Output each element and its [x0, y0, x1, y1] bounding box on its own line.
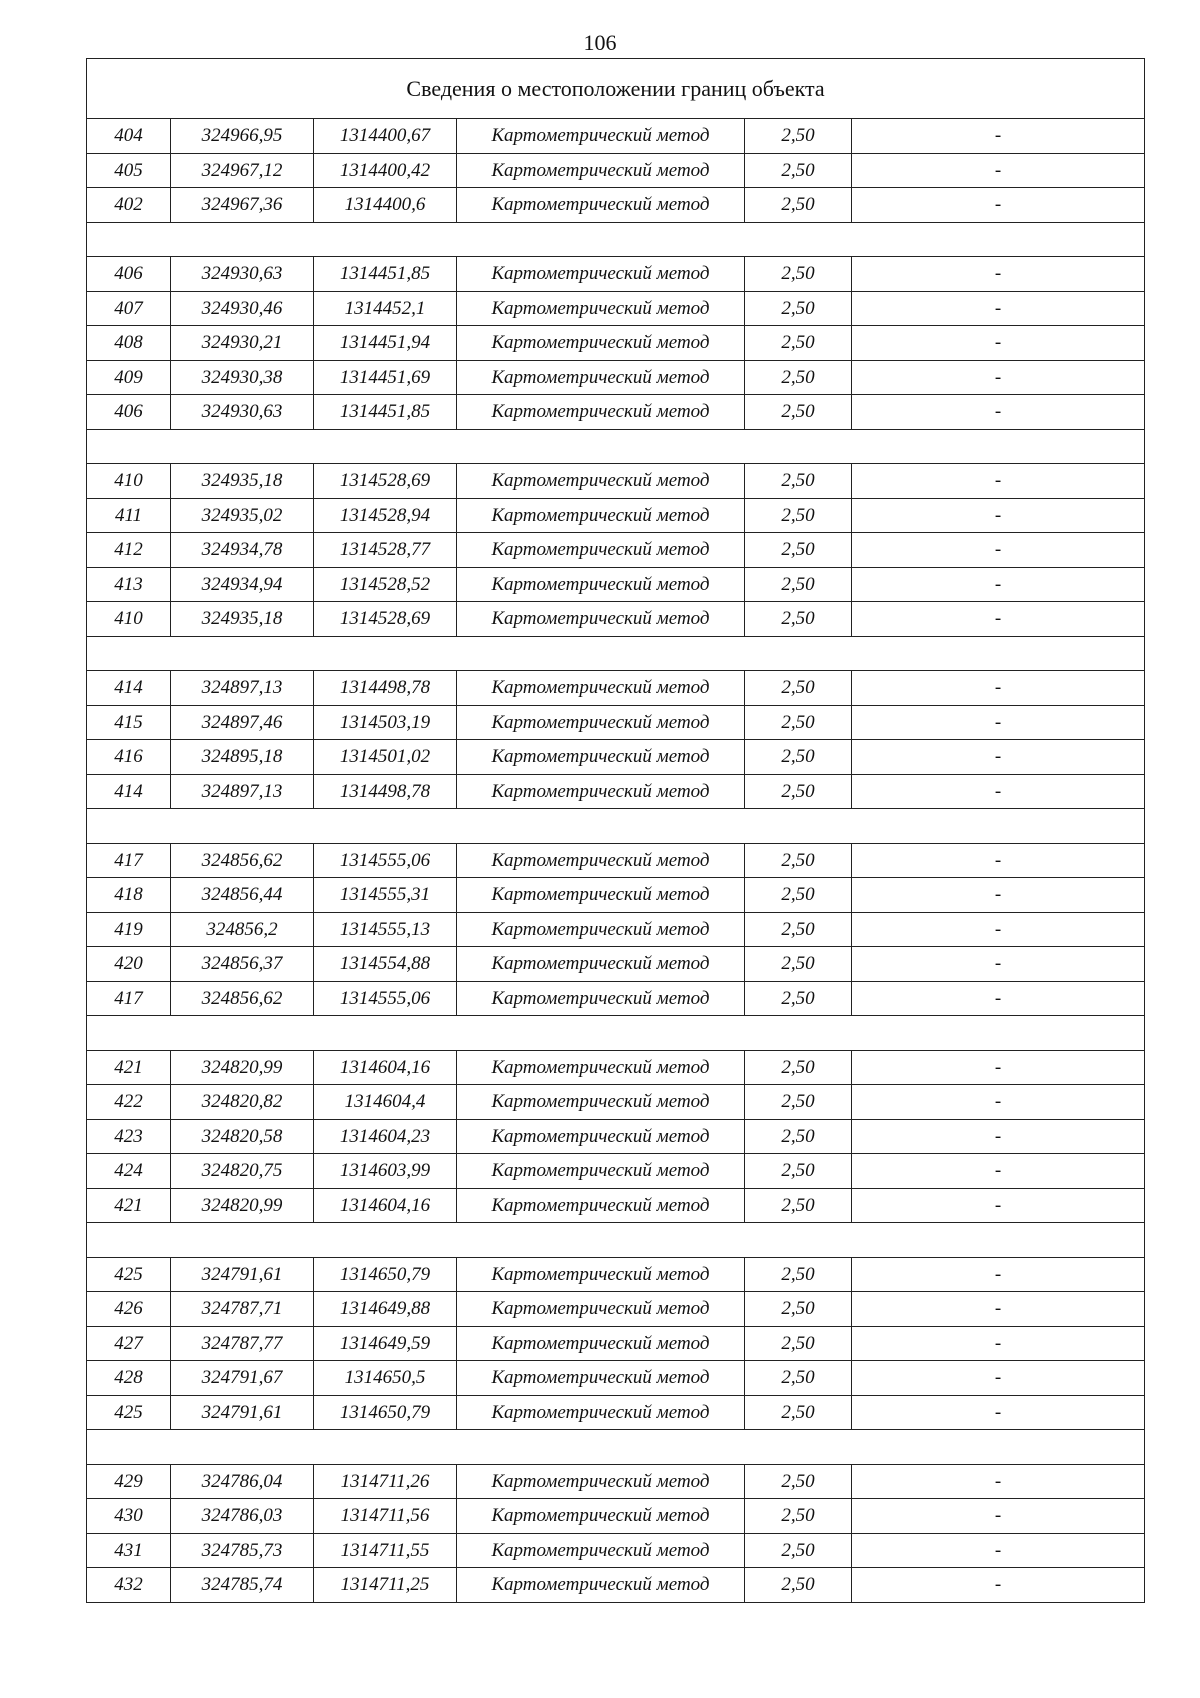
- description-cell: -: [852, 878, 1145, 913]
- point-number-cell: 426: [87, 1292, 171, 1327]
- description-cell: -: [852, 947, 1145, 982]
- method-cell: Картометрический метод: [457, 360, 745, 395]
- description-cell: -: [852, 912, 1145, 947]
- x-coordinate-cell: 324786,03: [171, 1499, 314, 1534]
- table-row: [87, 153, 1145, 188]
- accuracy-cell: 2,50: [745, 1188, 852, 1223]
- x-coordinate-cell: 324791,61: [171, 1395, 314, 1430]
- accuracy-cell: 2,50: [745, 1154, 852, 1189]
- y-coordinate-cell: 1314451,94: [314, 326, 457, 361]
- group-separator-row: [87, 1430, 1145, 1465]
- point-number-cell: 418: [87, 878, 171, 913]
- accuracy-cell: 2,50: [745, 119, 852, 154]
- table-row: [87, 1154, 1145, 1189]
- page-number: 106: [583, 30, 617, 55]
- point-number-cell: 432: [87, 1568, 171, 1603]
- description-cell: -: [852, 119, 1145, 154]
- point-number-cell: 415: [87, 705, 171, 740]
- accuracy-cell: 2,50: [745, 1257, 852, 1292]
- method-cell: Картометрический метод: [457, 878, 745, 913]
- point-number-cell: 412: [87, 533, 171, 568]
- table-row: [87, 291, 1145, 326]
- point-number-cell: 424: [87, 1154, 171, 1189]
- point-number-cell: 428: [87, 1361, 171, 1396]
- group-separator-cell: [87, 1016, 1145, 1051]
- table-row: [87, 1119, 1145, 1154]
- y-coordinate-cell: 1314498,78: [314, 671, 457, 706]
- table-row: [87, 843, 1145, 878]
- accuracy-cell: 2,50: [745, 602, 852, 637]
- point-number-cell: 429: [87, 1464, 171, 1499]
- point-number-cell: 408: [87, 326, 171, 361]
- x-coordinate-cell: 324820,75: [171, 1154, 314, 1189]
- y-coordinate-cell: 1314711,56: [314, 1499, 457, 1534]
- description-cell: -: [852, 464, 1145, 499]
- method-cell: Картометрический метод: [457, 291, 745, 326]
- table-row: [87, 705, 1145, 740]
- method-cell: Картометрический метод: [457, 1119, 745, 1154]
- method-cell: Картометрический метод: [457, 774, 745, 809]
- accuracy-cell: 2,50: [745, 464, 852, 499]
- description-cell: -: [852, 774, 1145, 809]
- x-coordinate-cell: 324935,02: [171, 498, 314, 533]
- y-coordinate-cell: 1314650,5: [314, 1361, 457, 1396]
- y-coordinate-cell: 1314711,25: [314, 1568, 457, 1603]
- point-number-cell: 420: [87, 947, 171, 982]
- y-coordinate-cell: 1314498,78: [314, 774, 457, 809]
- table-row: [87, 981, 1145, 1016]
- table-row: [87, 257, 1145, 292]
- method-cell: Картометрический метод: [457, 740, 745, 775]
- table-row: [87, 498, 1145, 533]
- point-number-cell: 417: [87, 843, 171, 878]
- table-title: Сведения о местоположении границ объекта: [87, 59, 1145, 119]
- table-row: [87, 878, 1145, 913]
- point-number-cell: 405: [87, 153, 171, 188]
- description-cell: -: [852, 1292, 1145, 1327]
- y-coordinate-cell: 1314649,88: [314, 1292, 457, 1327]
- point-number-cell: 423: [87, 1119, 171, 1154]
- description-cell: -: [852, 1361, 1145, 1396]
- group-separator-row: [87, 429, 1145, 464]
- x-coordinate-cell: 324856,62: [171, 981, 314, 1016]
- accuracy-cell: 2,50: [745, 912, 852, 947]
- accuracy-cell: 2,50: [745, 774, 852, 809]
- accuracy-cell: 2,50: [745, 498, 852, 533]
- description-cell: -: [852, 671, 1145, 706]
- point-number-cell: 413: [87, 567, 171, 602]
- group-separator-row: [87, 1016, 1145, 1051]
- point-number-cell: 431: [87, 1533, 171, 1568]
- point-number-cell: 409: [87, 360, 171, 395]
- accuracy-cell: 2,50: [745, 705, 852, 740]
- accuracy-cell: 2,50: [745, 947, 852, 982]
- table-row: [87, 1326, 1145, 1361]
- description-cell: -: [852, 1464, 1145, 1499]
- accuracy-cell: 2,50: [745, 326, 852, 361]
- x-coordinate-cell: 324930,63: [171, 395, 314, 430]
- point-number-cell: 421: [87, 1188, 171, 1223]
- accuracy-cell: 2,50: [745, 533, 852, 568]
- point-number-cell: 430: [87, 1499, 171, 1534]
- table-row: [87, 947, 1145, 982]
- table-row: [87, 1464, 1145, 1499]
- x-coordinate-cell: 324897,13: [171, 671, 314, 706]
- description-cell: -: [852, 360, 1145, 395]
- description-cell: -: [852, 395, 1145, 430]
- method-cell: Картометрический метод: [457, 395, 745, 430]
- accuracy-cell: 2,50: [745, 1050, 852, 1085]
- accuracy-cell: 2,50: [745, 878, 852, 913]
- accuracy-cell: 2,50: [745, 1499, 852, 1534]
- point-number-cell: 407: [87, 291, 171, 326]
- point-number-cell: 406: [87, 257, 171, 292]
- accuracy-cell: 2,50: [745, 188, 852, 223]
- accuracy-cell: 2,50: [745, 567, 852, 602]
- point-number-cell: 406: [87, 395, 171, 430]
- x-coordinate-cell: 324897,13: [171, 774, 314, 809]
- table-row: [87, 740, 1145, 775]
- x-coordinate-cell: 324787,77: [171, 1326, 314, 1361]
- description-cell: -: [852, 1499, 1145, 1534]
- accuracy-cell: 2,50: [745, 1395, 852, 1430]
- accuracy-cell: 2,50: [745, 1568, 852, 1603]
- y-coordinate-cell: 1314528,69: [314, 602, 457, 637]
- table-row: [87, 912, 1145, 947]
- method-cell: Картометрический метод: [457, 981, 745, 1016]
- y-coordinate-cell: 1314452,1: [314, 291, 457, 326]
- accuracy-cell: 2,50: [745, 395, 852, 430]
- x-coordinate-cell: 324934,78: [171, 533, 314, 568]
- x-coordinate-cell: 324966,95: [171, 119, 314, 154]
- table-title-row: [87, 59, 1145, 119]
- method-cell: Картометрический метод: [457, 1464, 745, 1499]
- x-coordinate-cell: 324935,18: [171, 464, 314, 499]
- method-cell: Картометрический метод: [457, 1533, 745, 1568]
- method-cell: Картометрический метод: [457, 705, 745, 740]
- method-cell: Картометрический метод: [457, 1154, 745, 1189]
- description-cell: -: [852, 257, 1145, 292]
- y-coordinate-cell: 1314528,77: [314, 533, 457, 568]
- method-cell: Картометрический метод: [457, 1395, 745, 1430]
- table-row: [87, 1499, 1145, 1534]
- y-coordinate-cell: 1314451,85: [314, 395, 457, 430]
- group-separator-row: [87, 809, 1145, 844]
- method-cell: Картометрический метод: [457, 1050, 745, 1085]
- table-row: [87, 326, 1145, 361]
- method-cell: Картометрический метод: [457, 567, 745, 602]
- table-row: [87, 1568, 1145, 1603]
- table-row: [87, 464, 1145, 499]
- method-cell: Картометрический метод: [457, 1292, 745, 1327]
- table-row: [87, 602, 1145, 637]
- method-cell: Картометрический метод: [457, 1568, 745, 1603]
- description-cell: -: [852, 1326, 1145, 1361]
- description-cell: -: [852, 153, 1145, 188]
- point-number-cell: 402: [87, 188, 171, 223]
- x-coordinate-cell: 324856,62: [171, 843, 314, 878]
- x-coordinate-cell: 324787,71: [171, 1292, 314, 1327]
- description-cell: -: [852, 1257, 1145, 1292]
- y-coordinate-cell: 1314555,06: [314, 843, 457, 878]
- y-coordinate-cell: 1314528,52: [314, 567, 457, 602]
- point-number-cell: 417: [87, 981, 171, 1016]
- point-number-cell: 410: [87, 464, 171, 499]
- description-cell: -: [852, 1085, 1145, 1120]
- table-row: [87, 671, 1145, 706]
- table-row: [87, 567, 1145, 602]
- method-cell: Картометрический метод: [457, 1326, 745, 1361]
- x-coordinate-cell: 324930,46: [171, 291, 314, 326]
- method-cell: Картометрический метод: [457, 257, 745, 292]
- table-row: [87, 1533, 1145, 1568]
- x-coordinate-cell: 324930,21: [171, 326, 314, 361]
- point-number-cell: 425: [87, 1395, 171, 1430]
- accuracy-cell: 2,50: [745, 1533, 852, 1568]
- point-number-cell: 421: [87, 1050, 171, 1085]
- group-separator-row: [87, 1223, 1145, 1258]
- y-coordinate-cell: 1314400,42: [314, 153, 457, 188]
- table-row: [87, 1050, 1145, 1085]
- x-coordinate-cell: 324934,94: [171, 567, 314, 602]
- y-coordinate-cell: 1314501,02: [314, 740, 457, 775]
- x-coordinate-cell: 324820,58: [171, 1119, 314, 1154]
- x-coordinate-cell: 324820,82: [171, 1085, 314, 1120]
- point-number-cell: 422: [87, 1085, 171, 1120]
- method-cell: Картометрический метод: [457, 671, 745, 706]
- description-cell: -: [852, 188, 1145, 223]
- table-body: [87, 59, 1145, 1603]
- description-cell: -: [852, 843, 1145, 878]
- table-row: [87, 1257, 1145, 1292]
- y-coordinate-cell: 1314711,55: [314, 1533, 457, 1568]
- description-cell: -: [852, 498, 1145, 533]
- point-number-cell: 425: [87, 1257, 171, 1292]
- description-cell: -: [852, 326, 1145, 361]
- method-cell: Картометрический метод: [457, 947, 745, 982]
- x-coordinate-cell: 324785,73: [171, 1533, 314, 1568]
- method-cell: Картометрический метод: [457, 1188, 745, 1223]
- table-row: [87, 1188, 1145, 1223]
- description-cell: -: [852, 981, 1145, 1016]
- y-coordinate-cell: 1314554,88: [314, 947, 457, 982]
- x-coordinate-cell: 324856,2: [171, 912, 314, 947]
- x-coordinate-cell: 324967,12: [171, 153, 314, 188]
- table-row: [87, 395, 1145, 430]
- x-coordinate-cell: 324785,74: [171, 1568, 314, 1603]
- x-coordinate-cell: 324820,99: [171, 1188, 314, 1223]
- accuracy-cell: 2,50: [745, 1326, 852, 1361]
- description-cell: -: [852, 1395, 1145, 1430]
- x-coordinate-cell: 324895,18: [171, 740, 314, 775]
- table-row: [87, 1395, 1145, 1430]
- description-cell: -: [852, 533, 1145, 568]
- method-cell: Картометрический метод: [457, 1361, 745, 1396]
- table-row: [87, 188, 1145, 223]
- point-number-cell: 410: [87, 602, 171, 637]
- group-separator-cell: [87, 222, 1145, 257]
- y-coordinate-cell: 1314555,06: [314, 981, 457, 1016]
- accuracy-cell: 2,50: [745, 257, 852, 292]
- y-coordinate-cell: 1314603,99: [314, 1154, 457, 1189]
- description-cell: -: [852, 1188, 1145, 1223]
- x-coordinate-cell: 324791,61: [171, 1257, 314, 1292]
- x-coordinate-cell: 324930,38: [171, 360, 314, 395]
- y-coordinate-cell: 1314451,85: [314, 257, 457, 292]
- accuracy-cell: 2,50: [745, 1085, 852, 1120]
- accuracy-cell: 2,50: [745, 291, 852, 326]
- y-coordinate-cell: 1314503,19: [314, 705, 457, 740]
- table-row: [87, 774, 1145, 809]
- method-cell: Картометрический метод: [457, 1257, 745, 1292]
- description-cell: -: [852, 740, 1145, 775]
- method-cell: Картометрический метод: [457, 464, 745, 499]
- point-number-cell: 411: [87, 498, 171, 533]
- description-cell: -: [852, 1533, 1145, 1568]
- accuracy-cell: 2,50: [745, 740, 852, 775]
- y-coordinate-cell: 1314604,16: [314, 1188, 457, 1223]
- method-cell: Картометрический метод: [457, 1499, 745, 1534]
- description-cell: -: [852, 1119, 1145, 1154]
- group-separator-row: [87, 222, 1145, 257]
- method-cell: Картометрический метод: [457, 498, 745, 533]
- method-cell: Картометрический метод: [457, 602, 745, 637]
- y-coordinate-cell: 1314400,6: [314, 188, 457, 223]
- y-coordinate-cell: 1314400,67: [314, 119, 457, 154]
- accuracy-cell: 2,50: [745, 1119, 852, 1154]
- description-cell: -: [852, 1050, 1145, 1085]
- y-coordinate-cell: 1314604,23: [314, 1119, 457, 1154]
- x-coordinate-cell: 324930,63: [171, 257, 314, 292]
- method-cell: Картометрический метод: [457, 188, 745, 223]
- y-coordinate-cell: 1314555,13: [314, 912, 457, 947]
- accuracy-cell: 2,50: [745, 153, 852, 188]
- accuracy-cell: 2,50: [745, 671, 852, 706]
- point-number-cell: 419: [87, 912, 171, 947]
- table-row: [87, 1085, 1145, 1120]
- method-cell: Картометрический метод: [457, 843, 745, 878]
- y-coordinate-cell: 1314650,79: [314, 1257, 457, 1292]
- table-row: [87, 533, 1145, 568]
- group-separator-cell: [87, 429, 1145, 464]
- method-cell: Картометрический метод: [457, 912, 745, 947]
- y-coordinate-cell: 1314528,69: [314, 464, 457, 499]
- table-row: [87, 1361, 1145, 1396]
- table-row: [87, 1292, 1145, 1327]
- method-cell: Картометрический метод: [457, 153, 745, 188]
- description-cell: -: [852, 567, 1145, 602]
- x-coordinate-cell: 324856,37: [171, 947, 314, 982]
- x-coordinate-cell: 324791,67: [171, 1361, 314, 1396]
- method-cell: Картометрический метод: [457, 533, 745, 568]
- point-number-cell: 414: [87, 671, 171, 706]
- accuracy-cell: 2,50: [745, 1292, 852, 1327]
- method-cell: Картометрический метод: [457, 326, 745, 361]
- accuracy-cell: 2,50: [745, 1464, 852, 1499]
- accuracy-cell: 2,50: [745, 981, 852, 1016]
- description-cell: -: [852, 602, 1145, 637]
- group-separator-cell: [87, 1430, 1145, 1465]
- point-number-cell: 427: [87, 1326, 171, 1361]
- accuracy-cell: 2,50: [745, 1361, 852, 1396]
- description-cell: -: [852, 705, 1145, 740]
- x-coordinate-cell: 324856,44: [171, 878, 314, 913]
- x-coordinate-cell: 324967,36: [171, 188, 314, 223]
- x-coordinate-cell: 324897,46: [171, 705, 314, 740]
- y-coordinate-cell: 1314711,26: [314, 1464, 457, 1499]
- description-cell: -: [852, 291, 1145, 326]
- boundary-coordinates-table: [86, 58, 1145, 1603]
- y-coordinate-cell: 1314528,94: [314, 498, 457, 533]
- point-number-cell: 414: [87, 774, 171, 809]
- description-cell: -: [852, 1154, 1145, 1189]
- y-coordinate-cell: 1314649,59: [314, 1326, 457, 1361]
- y-coordinate-cell: 1314555,31: [314, 878, 457, 913]
- group-separator-cell: [87, 809, 1145, 844]
- y-coordinate-cell: 1314650,79: [314, 1395, 457, 1430]
- group-separator-row: [87, 636, 1145, 671]
- table-row: [87, 360, 1145, 395]
- x-coordinate-cell: 324820,99: [171, 1050, 314, 1085]
- accuracy-cell: 2,50: [745, 360, 852, 395]
- accuracy-cell: 2,50: [745, 843, 852, 878]
- description-cell: -: [852, 1568, 1145, 1603]
- y-coordinate-cell: 1314604,4: [314, 1085, 457, 1120]
- point-number-cell: 404: [87, 119, 171, 154]
- x-coordinate-cell: 324786,04: [171, 1464, 314, 1499]
- x-coordinate-cell: 324935,18: [171, 602, 314, 637]
- point-number-cell: 416: [87, 740, 171, 775]
- y-coordinate-cell: 1314451,69: [314, 360, 457, 395]
- method-cell: Картометрический метод: [457, 119, 745, 154]
- y-coordinate-cell: 1314604,16: [314, 1050, 457, 1085]
- method-cell: Картометрический метод: [457, 1085, 745, 1120]
- group-separator-cell: [87, 1223, 1145, 1258]
- group-separator-cell: [87, 636, 1145, 671]
- table-row: [87, 119, 1145, 154]
